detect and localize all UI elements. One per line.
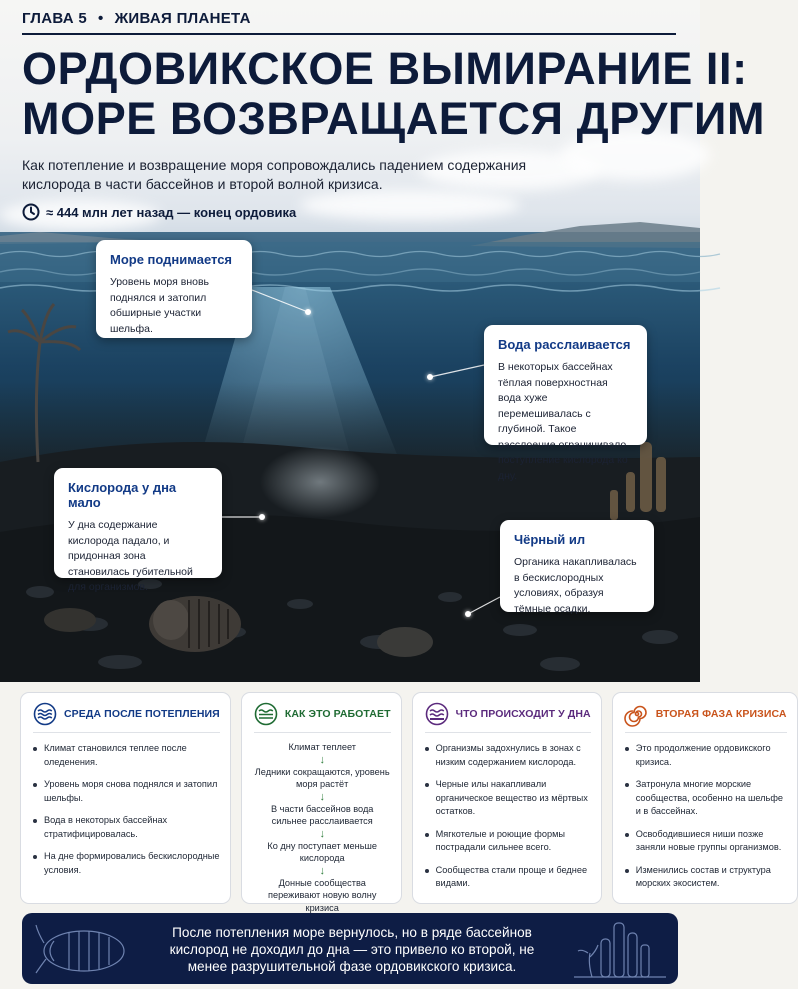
panel-title: ЧТО ПРОИСХОДИТ У ДНА <box>455 707 591 720</box>
callout-title: Море поднимается <box>110 252 233 267</box>
arrow-down-icon: ↓ <box>319 864 325 877</box>
panel-seabed <box>412 692 602 904</box>
timeline-text: ≈ 444 млн лет назад — конец ордовика <box>46 204 297 220</box>
ocean-scene <box>0 232 700 682</box>
list-item: Сообщества стали проще и беднее видами. <box>425 864 591 891</box>
panel-second-phase <box>612 692 798 904</box>
process-flow <box>254 741 391 914</box>
header-sky <box>0 0 766 250</box>
list-item: Организмы задохнулись в зонах с низким содержанием кислорода. <box>425 742 591 769</box>
panel-list <box>425 742 591 891</box>
panel-title: КАК ЭТО РАБОТАЕТ <box>284 707 391 720</box>
pin-sea-rising <box>305 309 311 315</box>
panel-list <box>625 742 787 891</box>
callout-title: Вода расслаивается <box>498 337 631 352</box>
callout-text: У дна содержание кислорода падало, и придонная зона становилась губительной для организмов. <box>68 519 193 593</box>
panel-title: ВТОРАЯ ФАЗА КРИЗИСА <box>655 707 787 720</box>
list-item: На дне формировались бескислородные условия. <box>33 850 220 877</box>
timeline <box>22 203 296 221</box>
stratified-water-icon <box>254 702 278 726</box>
header-rule <box>22 33 676 35</box>
list-item: Вода в некоторых бассейнах стратифицировалась. <box>33 814 220 841</box>
title-line-2: МОРЕ ВОЗВРАЩАЕТСЯ ДРУГИМ <box>22 93 766 144</box>
panel-environment <box>20 692 231 904</box>
flow-step: Донные сообщества переживают новую волну кризиса <box>267 877 377 913</box>
callout-black-mud <box>500 520 654 615</box>
list-item: Уровень моря снова поднялся и затопил шельфы. <box>33 778 220 805</box>
pin-black-mud <box>465 611 471 617</box>
panel-title: СРЕДА ПОСЛЕ ПОТЕПЛЕНИЯ <box>64 707 220 720</box>
seabed-icon <box>425 702 449 726</box>
callout-stratification <box>484 325 647 482</box>
pin-stratification <box>427 374 433 380</box>
page-title <box>22 44 765 144</box>
conclusion-text: После потепления море вернулось, но в ряде бассейнов кислород не доходил до дна — это привело ко второй, не менее разрушительной фазе ордовикского кризиса. <box>169 925 535 974</box>
flow-step: Ледники сокращаются, уровень моря растёт <box>254 766 390 789</box>
chapter-separator: • <box>98 10 104 27</box>
info-panels <box>20 692 787 913</box>
arrow-down-icon: ↓ <box>319 753 325 766</box>
list-item: Мягкотелые и роющие формы пострадали сильнее всего. <box>425 828 591 855</box>
conclusion-banner <box>22 913 678 984</box>
page-subtitle: Как потепление и возвращение моря сопровождались падением содержания кислорода в части бассейнов и второй волной кризиса. <box>22 157 527 192</box>
panel-how-it-works <box>241 692 402 913</box>
callout-title: Чёрный ил <box>514 532 586 547</box>
flow-step: Ко дну поступает меньше кислорода <box>267 840 378 863</box>
pin-low-oxygen <box>259 514 265 520</box>
arrow-down-icon: ↓ <box>319 827 325 840</box>
panel-list <box>33 742 220 877</box>
list-item: Освободившиеся ниши позже заняли новые группы организмов. <box>625 828 787 855</box>
chapter-label <box>22 10 251 27</box>
arrow-down-icon: ↓ <box>319 790 325 803</box>
clock-icon <box>22 203 40 221</box>
callout-text: Органика накапливалась в бескислородных условиях, образуя тёмные осадки. <box>514 556 637 615</box>
spiral-shell-icon <box>625 702 649 726</box>
callout-sea-rising <box>96 240 252 338</box>
callout-low-oxygen <box>54 468 222 593</box>
title-line-1: ОРДОВИКСКОЕ ВЫМИРАНИЕ II: <box>22 43 748 94</box>
series-name: ЖИВАЯ ПЛАНЕТА <box>114 10 251 27</box>
list-item: Климат становился теплее после оледенения. <box>33 742 220 769</box>
sponges-outline-icon <box>570 917 670 981</box>
chapter-number: ГЛАВА 5 <box>22 10 88 27</box>
list-item: Затронула многие морские сообщества, особенно на шельфе и в бассейнах. <box>625 778 787 819</box>
callout-text: В некоторых бассейнах тёплая поверхностная вода хуже перемешивалась с глубиной. Такое расслоение ограничивало поступление кислорода ко дну. <box>498 361 628 482</box>
waves-icon <box>33 702 57 726</box>
flow-step: Климат теплеет <box>288 742 356 752</box>
list-item: Черные илы накапливали органическое вещество из мёртвых остатков. <box>425 778 591 819</box>
trilobite-outline-icon <box>34 919 134 979</box>
list-item: Изменились состав и структура морских экосистем. <box>625 864 787 891</box>
flow-step: В части бассейнов вода сильнее расслаивается <box>270 803 374 826</box>
callout-title: Кислорода у дна мало <box>68 480 177 510</box>
callout-text: Уровень моря вновь поднялся и затопил обширные участки шельфа. <box>110 276 210 335</box>
list-item: Это продолжение ордовикского кризиса. <box>625 742 787 769</box>
